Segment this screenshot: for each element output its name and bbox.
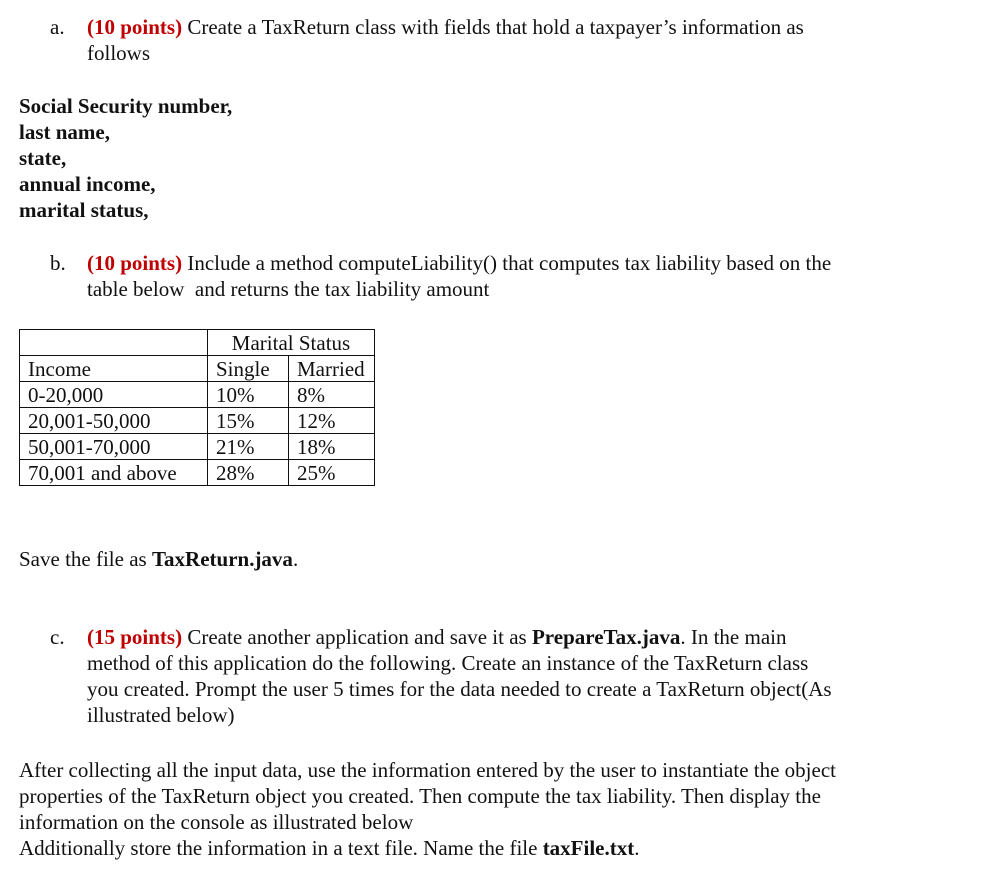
part-c-line3: you created. Prompt the user 5 times for the data needed to create a TaxReturn object(As bbox=[87, 677, 832, 701]
part-c-line1-post: . In the main bbox=[680, 625, 787, 649]
field-state: state, bbox=[19, 146, 67, 170]
part-c-points: (15 points) bbox=[87, 625, 183, 649]
field-ssn: Social Security number, bbox=[19, 94, 233, 118]
after-line2: properties of the TaxReturn object you created. Then compute the tax liability. Then display the bbox=[19, 784, 821, 808]
part-b-text bbox=[87, 250, 967, 302]
after-line4-post: . bbox=[634, 836, 640, 860]
single-rate: 10% bbox=[208, 382, 289, 408]
part-c-text bbox=[87, 624, 977, 728]
part-b-line2: table below and returns the tax liability amount bbox=[87, 277, 490, 301]
part-b-marker: b. bbox=[50, 251, 66, 275]
after-paragraph bbox=[19, 757, 979, 861]
part-c-line1-pre: Create another application and save it as bbox=[182, 625, 532, 649]
part-a-points: (10 points) bbox=[87, 15, 183, 39]
part-a-line2: follows bbox=[87, 41, 150, 65]
after-line4-pre: Additionally store the information in a text file. Name the file bbox=[19, 836, 543, 860]
after-line3: information on the console as illustrated below bbox=[19, 810, 414, 834]
after-filename: taxFile.txt bbox=[542, 836, 635, 860]
single-rate: 28% bbox=[208, 460, 289, 486]
part-a-marker: a. bbox=[50, 15, 65, 39]
table-row bbox=[20, 460, 375, 486]
save-filename: TaxReturn.java bbox=[151, 547, 293, 571]
field-last-name: last name, bbox=[19, 120, 110, 144]
marital-status-header: Marital Status bbox=[208, 330, 375, 356]
part-c-marker: c. bbox=[50, 625, 65, 649]
after-line4 bbox=[19, 835, 979, 861]
table-row bbox=[20, 382, 375, 408]
after-line1: After collecting all the input data, use the information entered by the user to instantiate the object bbox=[19, 758, 836, 782]
part-b-line1: Include a method computeLiability() that computes tax liability based on the bbox=[182, 251, 832, 275]
single-rate: 15% bbox=[208, 408, 289, 434]
married-rate: 8% bbox=[289, 382, 375, 408]
married-header: Married bbox=[289, 356, 375, 382]
income-bracket: 0-20,000 bbox=[20, 382, 208, 408]
part-c-filename: PrepareTax.java bbox=[531, 625, 681, 649]
married-rate: 25% bbox=[289, 460, 375, 486]
tax-rate-table bbox=[19, 329, 375, 486]
table-row bbox=[20, 408, 375, 434]
save-suffix: . bbox=[292, 547, 299, 571]
part-b-points: (10 points) bbox=[87, 251, 183, 275]
income-bracket: 70,001 and above bbox=[20, 460, 208, 486]
part-a-text bbox=[87, 14, 967, 66]
taxpayer-fields-list bbox=[19, 93, 232, 223]
table-cell-empty bbox=[20, 330, 208, 356]
field-marital-status: marital status, bbox=[19, 198, 149, 222]
income-header: Income bbox=[20, 356, 208, 382]
table-row bbox=[20, 330, 375, 356]
married-rate: 12% bbox=[289, 408, 375, 434]
field-annual-income: annual income, bbox=[19, 172, 156, 196]
income-bracket: 50,001-70,000 bbox=[20, 434, 208, 460]
single-header: Single bbox=[208, 356, 289, 382]
married-rate: 18% bbox=[289, 434, 375, 460]
save-instruction bbox=[19, 546, 298, 572]
save-prefix: Save the file as bbox=[19, 547, 152, 571]
table-row bbox=[20, 356, 375, 382]
part-c-line4: illustrated below) bbox=[87, 703, 235, 727]
single-rate: 21% bbox=[208, 434, 289, 460]
income-bracket: 20,001-50,000 bbox=[20, 408, 208, 434]
table-row bbox=[20, 434, 375, 460]
part-c-line2: method of this application do the following. Create an instance of the TaxReturn class bbox=[87, 651, 809, 675]
part-a-line1: Create a TaxReturn class with fields that hold a taxpayer’s information as bbox=[182, 15, 804, 39]
